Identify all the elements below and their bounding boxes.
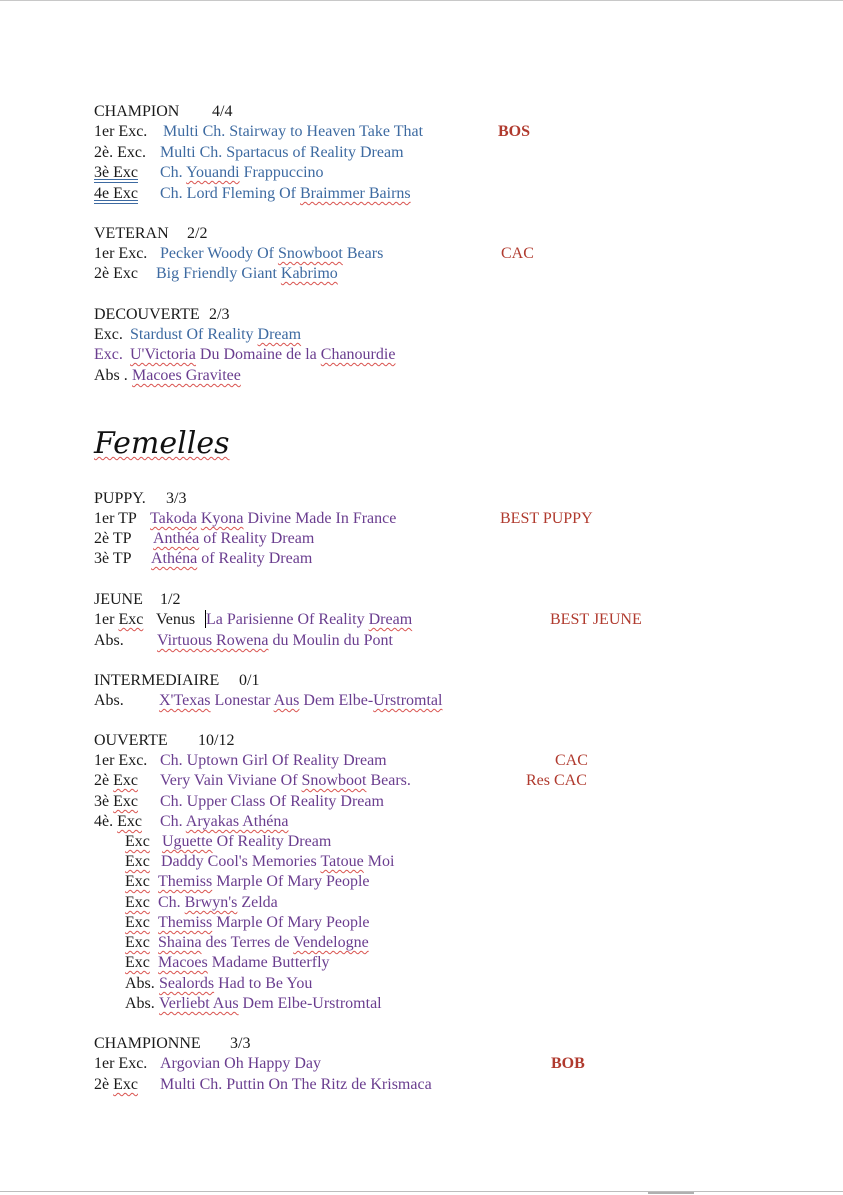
dog-name-part: Dem Elbe- xyxy=(299,692,374,709)
dog-name: Ch. Uptown Girl Of Reality Dream xyxy=(160,752,387,769)
rank-label: 3è Exc xyxy=(94,164,138,181)
dog-name xyxy=(158,913,370,933)
dog-name-part: Kyona xyxy=(200,510,244,527)
dog-name: Multi Ch. Puttin On The Ritz de Krismaca xyxy=(160,1076,432,1093)
dog-name-part: Chanourdie xyxy=(320,346,396,363)
dog-name xyxy=(158,872,370,892)
rank-label: 4e Exc xyxy=(94,185,138,202)
dog-name-part: Big Friendly Giant xyxy=(156,265,281,282)
rank-part: 2è xyxy=(94,1076,114,1093)
dog-name-part: Athéna xyxy=(151,550,198,567)
rank-label: 1er Exc. xyxy=(94,245,148,262)
rank-label: Exc xyxy=(125,833,150,850)
class-count: 2/3 xyxy=(209,306,230,323)
dog-name-part: Ch. xyxy=(160,164,187,181)
dog-name-part: Stardust Of Reality xyxy=(130,326,258,343)
rank-label: Exc xyxy=(125,954,150,971)
dog-name-part: Verliebt Aus xyxy=(159,995,239,1012)
heading-text: Femelles xyxy=(94,426,230,461)
rank-label: Exc xyxy=(125,914,150,931)
rank-part: Exc xyxy=(113,1076,138,1093)
dog-name xyxy=(150,509,396,529)
dog-name-part: Virtuous Rowena xyxy=(157,632,269,649)
dog-name xyxy=(151,549,312,569)
dog-name-part: Frappuccino xyxy=(239,164,324,181)
dog-name-part: Brwyn's xyxy=(184,894,238,911)
dog-name-part: Bears. xyxy=(366,772,411,789)
dog-name xyxy=(158,933,369,953)
dog-name-part: Anthéa xyxy=(153,530,200,547)
dog-name-part: Very Vain Viviane Of xyxy=(160,772,302,789)
dog-name xyxy=(206,610,412,630)
page-scroll-marker xyxy=(648,1192,694,1194)
dog-name-part: Daddy Cool's Memories xyxy=(161,853,321,870)
dog-name-part: La Parisienne Of Reality xyxy=(206,611,369,628)
class-title: JEUNE xyxy=(94,591,143,608)
dog-name xyxy=(162,832,331,852)
dog-name-part: Of Reality Dream xyxy=(212,833,332,850)
class-title: OUVERTE xyxy=(94,732,168,749)
rank-label: 2è Exc xyxy=(94,265,138,282)
dog-name-part: Themiss xyxy=(158,873,213,890)
dog-name-part: Marple Of Mary People xyxy=(212,873,370,890)
class-title: VETERAN xyxy=(94,225,169,242)
dog-name-part: Vendelogne xyxy=(293,934,369,951)
class-count: 3/3 xyxy=(166,490,187,507)
rank-part: 2è xyxy=(94,772,114,789)
dog-name xyxy=(158,893,278,913)
dog-name-part: Youandi xyxy=(186,164,240,181)
dog-name: Multi Ch. Spartacus of Reality Dream xyxy=(160,144,404,161)
dog-name-part: Dream xyxy=(257,326,302,343)
dog-name-part: Aryakas Athéna xyxy=(185,813,289,830)
rank-label: 2è TP xyxy=(94,530,132,547)
class-title: CHAMPIONNE xyxy=(94,1035,201,1052)
award-badge: CAC xyxy=(501,245,534,262)
rank-label: Exc xyxy=(125,934,150,951)
class-count: 2/2 xyxy=(187,225,208,242)
dog-name-part: X'Texas xyxy=(159,692,211,709)
dog-name xyxy=(159,691,442,711)
class-title: CHAMPION xyxy=(94,103,180,120)
rank-part: Exc xyxy=(113,772,138,789)
rank-label xyxy=(94,792,138,812)
dog-name-part: Snowboot xyxy=(301,772,367,789)
dog-name xyxy=(130,325,301,345)
class-title: INTERMEDIAIRE xyxy=(94,672,220,689)
dog-name-part: Snowboot xyxy=(277,245,343,262)
rank-part: Exc xyxy=(118,611,144,628)
dog-name xyxy=(161,852,394,872)
dog-name-part: Kabrimo xyxy=(280,265,338,282)
rank-part: 3è xyxy=(94,793,114,810)
dog-name-part: Moi xyxy=(363,853,395,870)
rank-label: 2è. Exc. xyxy=(94,144,146,161)
class-count: 10/12 xyxy=(198,732,235,749)
rank-label: Abs . xyxy=(94,367,128,384)
dog-name-part: of Reality Dream xyxy=(199,530,315,547)
class-count: 3/3 xyxy=(230,1035,251,1052)
dog-name xyxy=(160,184,411,204)
page-bottom-border xyxy=(0,1191,843,1192)
dog-name-part: Venus xyxy=(156,611,196,628)
dog-name-part: Madame Butterfly xyxy=(207,954,330,971)
rank-label: Abs. xyxy=(94,692,124,709)
rank-label: 1er Exc. xyxy=(94,752,148,769)
dog-name-part: du Moulin du Pont xyxy=(268,632,393,649)
rank-part: Exc xyxy=(113,793,138,810)
rank-label: Exc xyxy=(125,853,150,870)
dog-name: Macoes Gravitee xyxy=(132,367,241,384)
dog-name: Ch. Upper Class Of Reality Dream xyxy=(160,793,384,810)
rank-label xyxy=(94,610,143,630)
dog-name-part: Takoda xyxy=(150,510,197,527)
dog-name-part: Ch. Lord Fleming Of xyxy=(160,185,300,202)
award-badge: BEST JEUNE xyxy=(550,611,642,628)
rank-label: Exc xyxy=(125,894,150,911)
rank-part: Exc xyxy=(117,813,142,830)
rank-label: Abs. xyxy=(125,995,155,1012)
award-badge: BOB xyxy=(551,1055,585,1072)
dog-name-part: U'Victoria xyxy=(130,346,196,363)
dog-name-part: Pecker Woody Of xyxy=(160,245,278,262)
rank-part: 1er xyxy=(94,611,119,628)
section-heading xyxy=(94,424,229,464)
rank-label: 1er TP xyxy=(94,510,137,527)
dog-name xyxy=(159,994,382,1014)
rank-label: 3è TP xyxy=(94,550,132,567)
dog-name: Multi Ch. Stairway to Heaven Take That xyxy=(163,123,424,140)
class-count: 4/4 xyxy=(212,103,233,120)
dog-name xyxy=(130,345,395,365)
rank-label xyxy=(94,812,142,832)
dog-name-part: des Terres de xyxy=(201,934,294,951)
rank-label: Exc xyxy=(125,873,150,890)
dog-name-part: Uguette xyxy=(162,833,213,850)
dog-name-part: Dream xyxy=(368,611,413,628)
dog-name-part: Macoes xyxy=(158,954,208,971)
rank-label: Exc. xyxy=(94,346,123,363)
rank-label: Exc. xyxy=(94,326,123,343)
award-badge: BOS xyxy=(498,123,531,140)
dog-name-part: Shaina xyxy=(158,934,202,951)
class-title: PUPPY. xyxy=(94,490,146,507)
class-count: 0/1 xyxy=(239,672,260,689)
dog-name xyxy=(160,244,383,264)
rank-label: Abs. xyxy=(125,975,155,992)
dog-name-part: Braimmer Bairns xyxy=(300,185,411,202)
dog-name-part: Ch. xyxy=(158,894,185,911)
dog-name-part: Bears xyxy=(342,245,384,262)
rank-label: Abs. xyxy=(94,632,124,649)
dog-name: Argovian Oh Happy Day xyxy=(160,1055,322,1072)
dog-name-part: Sealords xyxy=(159,975,215,992)
dog-name-part: Aus xyxy=(273,692,300,709)
rank-label xyxy=(94,1075,138,1095)
dog-name-part: Lonestar xyxy=(210,692,274,709)
dog-name xyxy=(159,974,312,994)
dog-name xyxy=(160,163,324,183)
rank-label: 1er Exc. xyxy=(94,1055,148,1072)
dog-name-part: Themiss xyxy=(158,914,213,931)
dog-name xyxy=(156,264,338,284)
dog-name-part: Tatoue xyxy=(320,853,364,870)
dog-name-part: Marple Of Mary People xyxy=(212,914,370,931)
dog-name-part: Divine Made In France xyxy=(243,510,397,527)
award-badge: Res CAC xyxy=(526,772,587,789)
dog-name xyxy=(160,812,288,832)
award-badge: BEST PUPPY xyxy=(500,510,593,527)
class-title: DECOUVERTE xyxy=(94,306,200,323)
dog-name xyxy=(153,529,314,549)
dog-name xyxy=(160,771,411,791)
dog-name-part: Dem Elbe-Urstromtal xyxy=(238,995,382,1012)
dog-name-part: Ch. xyxy=(160,813,186,830)
rank-label: 1er Exc. xyxy=(94,123,148,140)
dog-name xyxy=(157,631,393,651)
dog-name-part: Urstromtal xyxy=(373,692,443,709)
dog-name xyxy=(158,953,330,973)
rank-label xyxy=(94,771,138,791)
class-count: 1/2 xyxy=(160,591,181,608)
dog-name-part: Zelda xyxy=(237,894,278,911)
rank-part: 4è. xyxy=(94,813,118,830)
dog-name-part: Had to Be You xyxy=(214,975,313,992)
award-badge: CAC xyxy=(555,752,588,769)
dog-name-part: of Reality Dream xyxy=(197,550,313,567)
page-top-border xyxy=(0,0,843,1)
dog-name-part: Du Domaine de la xyxy=(195,346,321,363)
